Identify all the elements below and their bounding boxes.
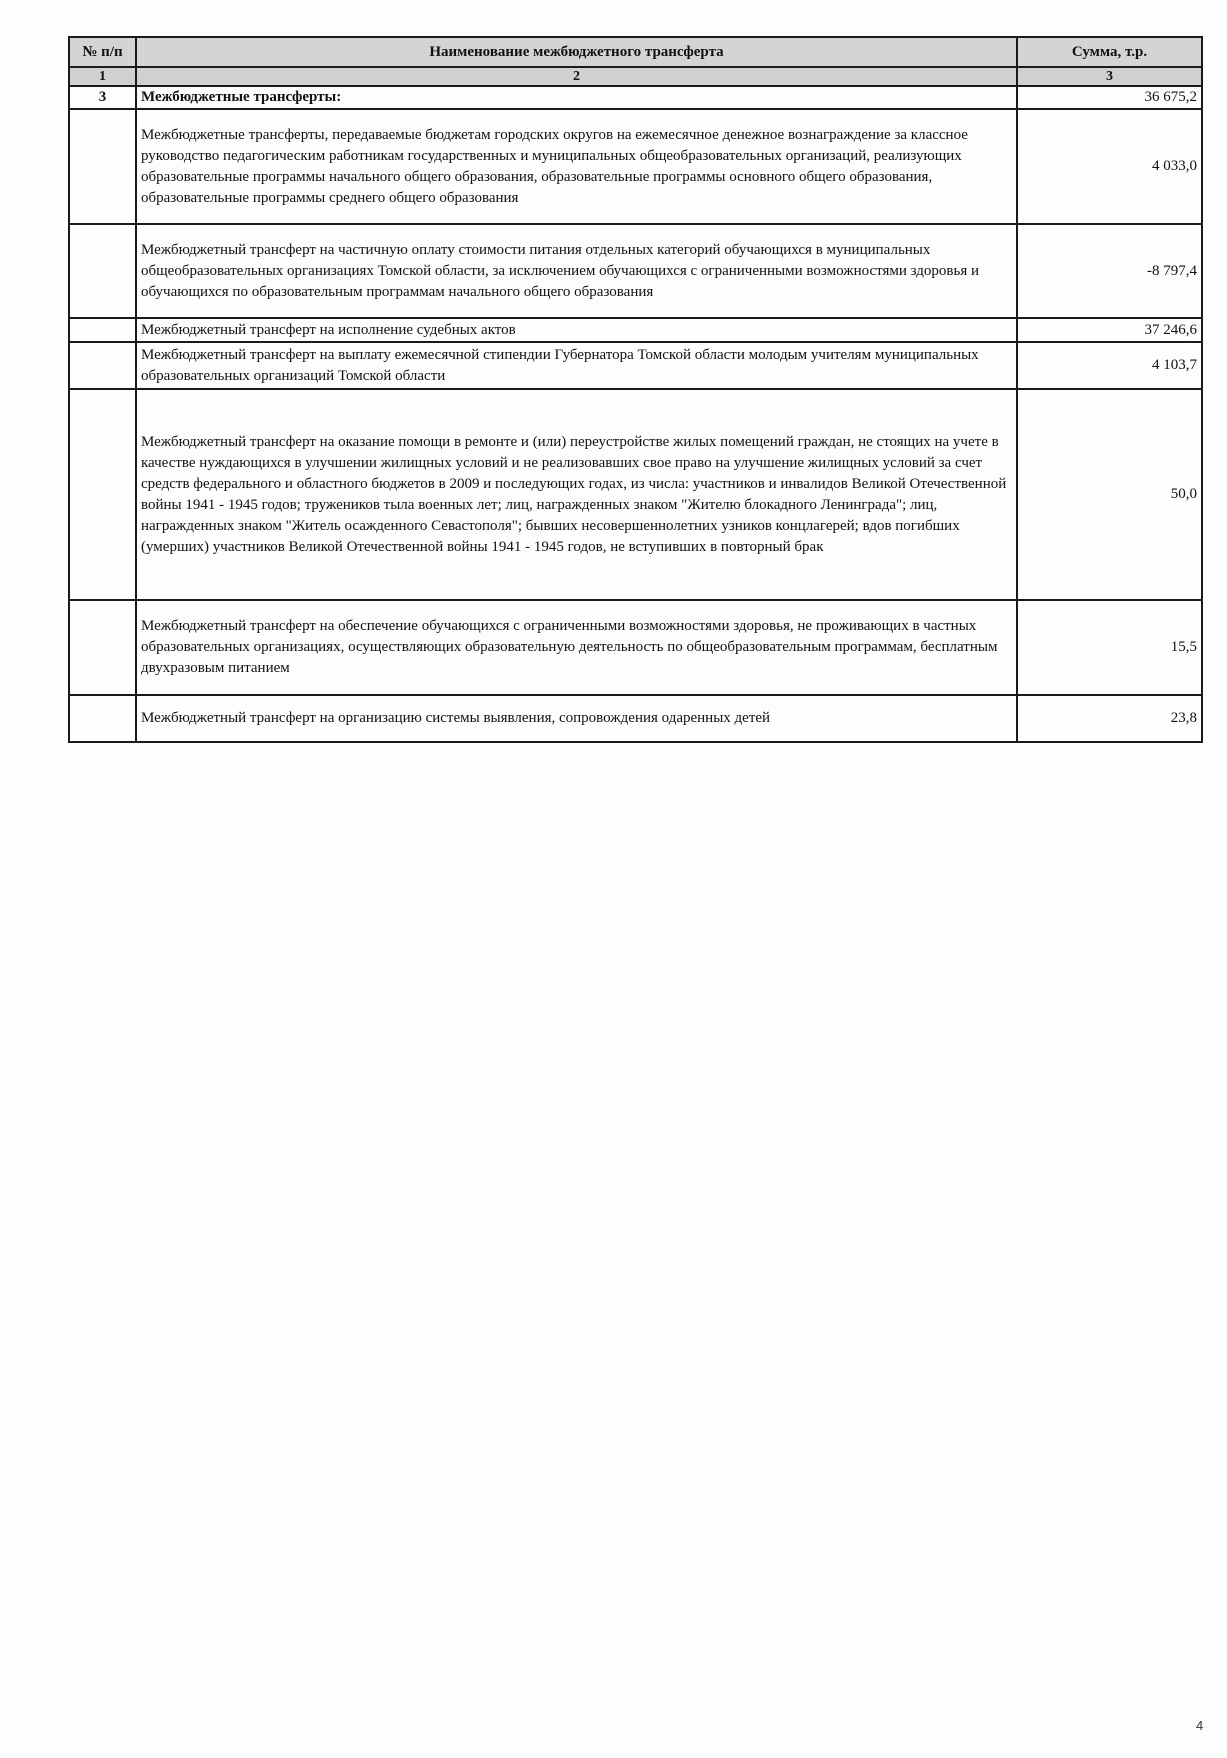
row-sum: -8 797,4	[1017, 224, 1202, 318]
header-name: Наименование межбюджетного трансферта	[136, 37, 1017, 67]
row-sum: 15,5	[1017, 600, 1202, 695]
row-name: Межбюджетный трансферт на оказание помощи в ремонте и (или) переустройстве жилых помещений граждан, не стоящих на учете в качестве нуждающихся в улучшении жилищных условий и не реализовавших свое право на улучшение жилищных условий за счет средств федерального и областного бюджетов в 2009 и последующих годах, из числа: участников и инвалидов Великой Отечественной войны 1941 - 1945 годов; тружеников тыла военных лет; лиц, награжденных знаком "Жителю блокадного Ленинграда"; лиц, награжденных знаком "Житель осажденного Севастополя"; бывших несовершеннолетних узников концлагерей; вдов погибших (умерших) участников Великой Отечественной войны 1941 - 1945 годов, не вступивших в повторный брак	[136, 389, 1017, 600]
table-row	[69, 695, 1202, 742]
table-row	[69, 389, 1202, 600]
row-sum: 37 246,6	[1017, 318, 1202, 342]
total-row	[69, 86, 1202, 109]
table-row	[69, 224, 1202, 318]
row-num	[69, 600, 136, 695]
row-sum: 23,8	[1017, 695, 1202, 742]
table-row	[69, 109, 1202, 224]
table-row	[69, 318, 1202, 342]
row-sum: 4 103,7	[1017, 342, 1202, 389]
header-sum: Сумма, т.р.	[1017, 37, 1202, 67]
table-row	[69, 342, 1202, 389]
column-number: 1	[69, 67, 136, 86]
row-num	[69, 318, 136, 342]
row-name: Межбюджетный трансферт на исполнение судебных актов	[136, 318, 1017, 342]
column-number: 2	[136, 67, 1017, 86]
row-num	[69, 109, 136, 224]
table-header-row	[69, 37, 1202, 67]
row-num	[69, 695, 136, 742]
row-name: Межбюджетный трансферт на обеспечение обучающихся с ограниченными возможностями здоровья, не проживающих в частных образовательных организациях, осуществляющих образовательную деятельность по общеобразовательным программам, бесплатным двухразовым питанием	[136, 600, 1017, 695]
row-name: Межбюджетный трансферт на организацию системы выявления, сопровождения одаренных детей	[136, 695, 1017, 742]
row-sum: 4 033,0	[1017, 109, 1202, 224]
column-number: 3	[1017, 67, 1202, 86]
column-number-row	[69, 67, 1202, 86]
row-name: Межбюджетный трансферт на выплату ежемесячной стипендии Губернатора Томской области молодым учителям муниципальных образовательных организаций Томской области	[136, 342, 1017, 389]
row-num	[69, 224, 136, 318]
header-num: № п/п	[69, 37, 136, 67]
row-num: 3	[69, 86, 136, 109]
row-sum: 36 675,2	[1017, 86, 1202, 109]
row-sum: 50,0	[1017, 389, 1202, 600]
row-name: Межбюджетные трансферты:	[136, 86, 1017, 109]
row-name: Межбюджетные трансферты, передаваемые бюджетам городских округов на ежемесячное денежное вознаграждение за классное руководство педагогическим работникам государственных и муниципальных общеобразовательных организаций, реализующих образовательные программы начального общего образования, образовательные программы основного общего образования, образовательные программы среднего общего образования	[136, 109, 1017, 224]
row-num	[69, 342, 136, 389]
row-num	[69, 389, 136, 600]
row-name: Межбюджетный трансферт на частичную оплату стоимости питания отдельных категорий обучающихся в муниципальных общеобразовательных организациях Томской области, за исключением обучающихся с ограниченными возможностями здоровья и обучающихся по образовательным программам начального общего образования	[136, 224, 1017, 318]
page-number: 4	[1196, 1718, 1204, 1733]
table-row	[69, 600, 1202, 695]
transfers-table	[68, 36, 1203, 743]
